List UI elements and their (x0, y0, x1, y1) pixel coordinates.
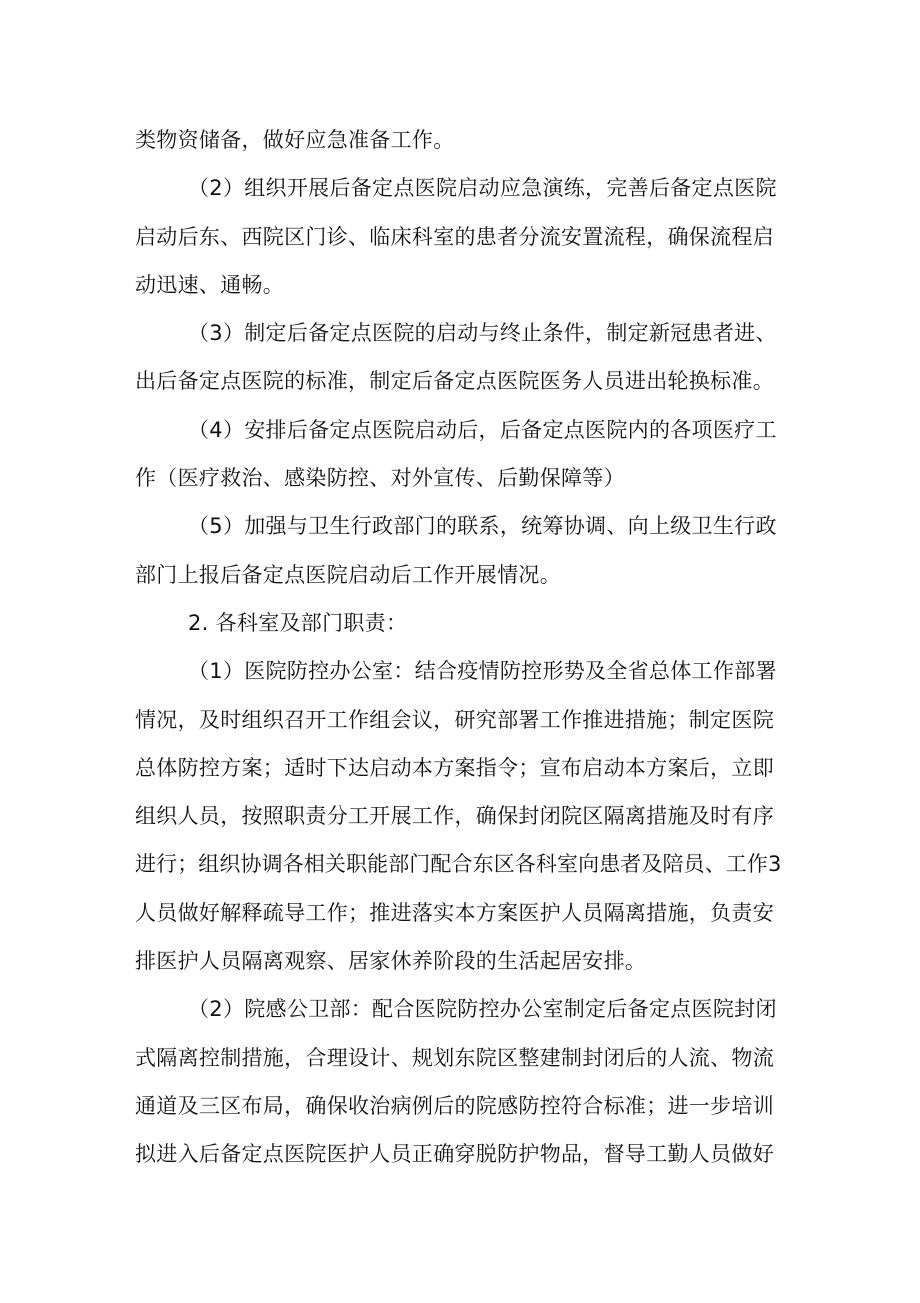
body-text (135, 116, 785, 1179)
text-line: 类物资储备，做好应急准备工作。 (135, 128, 455, 152)
text-line: 出后备定点医院的标准，制定后备定点医院医务人员进出轮换标准。 (135, 369, 774, 394)
text-line: 进行；组织协调各相关职能部门配合东区各科室向患者及陪员、工作3 (135, 852, 782, 877)
text-line: 排医护人员隔离观察、居家休养阶段的生活起居安排。 (135, 949, 647, 974)
text-line: （3）制定后备定点医院的启动与终止条件，制定新冠患者进、 (188, 321, 777, 346)
text-line: 2. 各科室及部门职责： (188, 610, 408, 635)
text-line: （2）院感公卫部：配合医院防控办公室制定后备定点医院封闭 (188, 997, 777, 1022)
text-line: 启动后东、西院区门诊、临床科室的患者分流安置流程，确保流程启 (135, 224, 774, 249)
text-line: （2）组织开展后备定点医院启动应急演练，完善后备定点医院 (188, 176, 777, 201)
text-line: 动迅速、通畅。 (135, 272, 285, 297)
text-line: 通道及三区布局，确保收治病例后的院感防控符合标准；进一步培训 (135, 1093, 774, 1118)
text-line: 式隔离控制措施，合理设计、规划东院区整建制封闭后的人流、物流 (135, 1045, 774, 1070)
text-line: 总体防控方案；适时下达启动本方案指令；宣布启动本方案后，立即 (135, 755, 774, 780)
text-line: 部门上报后备定点医院启动后工作开展情况。 (135, 562, 561, 587)
text-line: 情况，及时组织召开工作组会议，研究部署工作推进措施；制定医院 (135, 707, 774, 732)
text-line: 拟进入后备定点医院医护人员正确穿脱防护物品，督导工勤人员做好 (135, 1142, 774, 1167)
text-line: 组织人员，按照职责分工开展工作，确保封闭院区隔离措施及时有序 (135, 804, 774, 829)
text-line: 作（医疗救治、感染防控、对外宣传、后勤保障等） (135, 466, 625, 491)
text-line: （5）加强与卫生行政部门的联系，统筹协调、向上级卫生行政 (188, 514, 777, 539)
text-line: 人员做好解释疏导工作；推进落实本方案医护人员隔离措施，负责安 (135, 900, 774, 925)
text-line: （1）医院防控办公室：结合疫情防控形势及全省总体工作部署 (188, 659, 777, 684)
text-line: （4）安排后备定点医院启动后，后备定点医院内的各项医疗工 (188, 417, 777, 442)
